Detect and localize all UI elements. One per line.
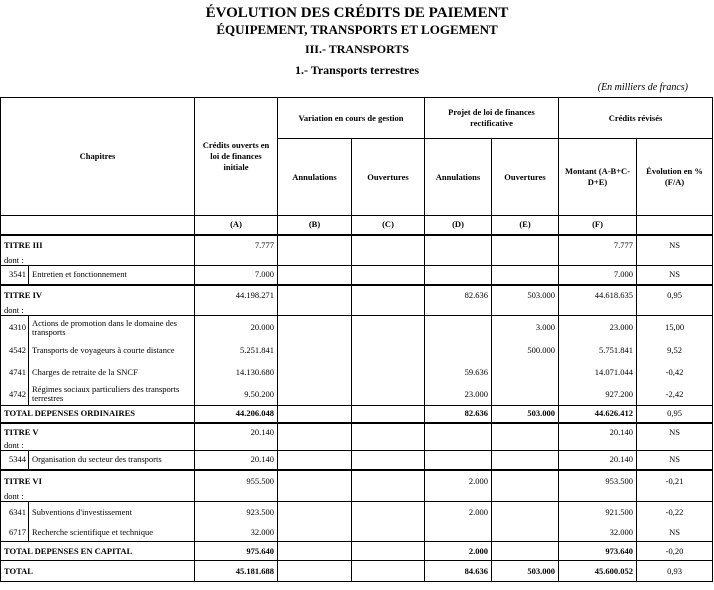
- table-row: [1, 340, 713, 362]
- col-f: 7.777: [559, 235, 637, 256]
- header-chapitres: Chapitres: [1, 98, 195, 216]
- col-f: 953.500: [559, 470, 637, 492]
- col-g: NS: [637, 266, 713, 285]
- col-f: 20.140: [559, 423, 637, 441]
- col-g: NS: [637, 235, 713, 256]
- table-row: [1, 316, 713, 340]
- col-g: -0,22: [637, 502, 713, 524]
- col-a: 20.140: [195, 423, 278, 441]
- row-label: TITRE VI: [1, 470, 195, 492]
- dont-label: dont :: [1, 492, 195, 502]
- letter-c: (C): [352, 216, 425, 235]
- col-g: NS: [637, 524, 713, 542]
- table-row: [1, 285, 713, 306]
- col-f: 44.618.635: [559, 285, 637, 306]
- col-a: 7.000: [195, 266, 278, 285]
- col-e: 503.000: [492, 406, 559, 423]
- subsection-title: 1.- Transports terrestres: [294, 63, 420, 77]
- row-label: Organisation du secteur des transports: [29, 451, 195, 470]
- row-code: 3541: [1, 266, 29, 285]
- table-row: [1, 492, 713, 502]
- col-g: NS: [637, 423, 713, 441]
- col-a: 20.140: [195, 451, 278, 470]
- header-variation: Variation en cours de gestion: [278, 98, 425, 139]
- col-e: 3.000: [492, 316, 559, 340]
- col-f: 973.640: [559, 542, 637, 561]
- row-code: 5344: [1, 451, 29, 470]
- row-code: 4310: [1, 316, 29, 340]
- col-g: NS: [637, 451, 713, 470]
- col-a: 14.130.680: [195, 362, 278, 384]
- table-row: [1, 235, 713, 256]
- table-row: [1, 561, 713, 582]
- letter-d: (D): [425, 216, 492, 235]
- col-d: 23.000: [425, 384, 492, 406]
- col-d: 2.000: [425, 542, 492, 561]
- table-row: [1, 542, 713, 561]
- letter-b: (B): [278, 216, 352, 235]
- table-row: [1, 441, 713, 451]
- row-label: Transports de voyageurs à courte distance: [29, 340, 195, 362]
- col-d: 84.636: [425, 561, 492, 582]
- col-f: 5.751.841: [559, 340, 637, 362]
- header-ouvertures-c: Ouvertures: [352, 139, 425, 216]
- col-f: 921.500: [559, 502, 637, 524]
- col-g: -0,20: [637, 542, 713, 561]
- header-credits-revises: Crédits révisés: [559, 98, 713, 139]
- row-label: Charges de retraite de la SNCF: [29, 362, 195, 384]
- row-label: TOTAL DEPENSES ORDINAIRES: [1, 406, 195, 423]
- col-g: 0,93: [637, 561, 713, 582]
- row-label: Entretien et fonctionnement: [29, 266, 195, 285]
- col-f: 20.140: [559, 451, 637, 470]
- col-d: 82.636: [425, 406, 492, 423]
- col-f: 23.000: [559, 316, 637, 340]
- table-row: [1, 266, 713, 285]
- header-credits-initiaux: Crédits ouverts en loi de finances initiale: [195, 98, 278, 216]
- col-f: 14.071.044: [559, 362, 637, 384]
- row-label: Recherche scientifique et technique: [29, 524, 195, 542]
- col-a: 45.181.688: [195, 561, 278, 582]
- col-d: 82.636: [425, 285, 492, 306]
- row-label: TOTAL: [1, 561, 195, 582]
- col-g: -0,42: [637, 362, 713, 384]
- section-title: III.- TRANSPORTS: [304, 42, 410, 56]
- letter-g: [637, 216, 713, 235]
- col-g: 0,95: [637, 406, 713, 423]
- header-montant: Montant (A-B+C-D+E): [559, 139, 637, 216]
- row-label: Régimes sociaux particuliers des transports terrestres: [29, 384, 195, 406]
- col-a: 20.000: [195, 316, 278, 340]
- row-code: 6341: [1, 502, 29, 524]
- col-f: 7.000: [559, 266, 637, 285]
- row-code: 4742: [1, 384, 29, 406]
- col-a: 44.206.048: [195, 406, 278, 423]
- col-g: 0,95: [637, 285, 713, 306]
- table-row: [1, 451, 713, 470]
- col-e: 500.000: [492, 340, 559, 362]
- table-row: [1, 502, 713, 524]
- table-row: [1, 470, 713, 492]
- row-label: TITRE III: [1, 235, 195, 256]
- col-f: 32.000: [559, 524, 637, 542]
- table-row: [1, 423, 713, 441]
- page-title: ÉVOLUTION DES CRÉDITS DE PAIEMENT: [205, 5, 509, 21]
- dont-label: dont :: [1, 306, 195, 316]
- row-code: 4542: [1, 340, 29, 362]
- row-label: Subventions d'investissement: [29, 502, 195, 524]
- col-f: 44.626.412: [559, 406, 637, 423]
- unit-note: (En milliers de francs): [597, 82, 688, 93]
- table-row: [1, 306, 713, 316]
- table-row: [1, 362, 713, 384]
- credits-table: [0, 97, 713, 582]
- col-a: 923.500: [195, 502, 278, 524]
- table-row: [1, 256, 713, 266]
- dont-label: dont :: [1, 256, 195, 266]
- ministry-subtitle: ÉQUIPEMENT, TRANSPORTS ET LOGEMENT: [216, 22, 498, 37]
- letter-e: (E): [492, 216, 559, 235]
- col-d: 2.000: [425, 502, 492, 524]
- col-g: 9,52: [637, 340, 713, 362]
- header-evolution: Évolution en % (F/A): [637, 139, 713, 216]
- col-d: 59.636: [425, 362, 492, 384]
- col-f: 45.600.052: [559, 561, 637, 582]
- dont-label: dont :: [1, 441, 195, 451]
- col-a: 44.198.271: [195, 285, 278, 306]
- table-row: [1, 384, 713, 406]
- table-row: [1, 406, 713, 423]
- col-g: 15,00: [637, 316, 713, 340]
- row-label: TOTAL DEPENSES EN CAPITAL: [1, 542, 195, 561]
- row-code: 4741: [1, 362, 29, 384]
- row-label: TITRE IV: [1, 285, 195, 306]
- table-row: [1, 524, 713, 542]
- col-a: 955.500: [195, 470, 278, 492]
- header-annulations-d: Annulations: [425, 139, 492, 216]
- col-a: 9.50.200: [195, 384, 278, 406]
- header-ouvertures-e: Ouvertures: [492, 139, 559, 216]
- col-g: -2,42: [637, 384, 713, 406]
- col-a: 975.640: [195, 542, 278, 561]
- letter-a: (A): [195, 216, 278, 235]
- row-code: 6717: [1, 524, 29, 542]
- col-a: 32.000: [195, 524, 278, 542]
- col-f: 927.200: [559, 384, 637, 406]
- letter-f: (F): [559, 216, 637, 235]
- letter-empty: [1, 216, 195, 235]
- header-projet-loi: Projet de loi de finances rectificative: [425, 98, 559, 139]
- row-label: TITRE V: [1, 423, 195, 441]
- col-a: 5.251.841: [195, 340, 278, 362]
- header-annulations-b: Annulations: [278, 139, 352, 216]
- row-label: Actions de promotion dans le domaine des transports: [29, 316, 195, 340]
- col-a: 7.777: [195, 235, 278, 256]
- col-e: 503.000: [492, 561, 559, 582]
- col-g: -0,21: [637, 470, 713, 492]
- col-e: 503.000: [492, 285, 559, 306]
- col-d: 2.000: [425, 470, 492, 492]
